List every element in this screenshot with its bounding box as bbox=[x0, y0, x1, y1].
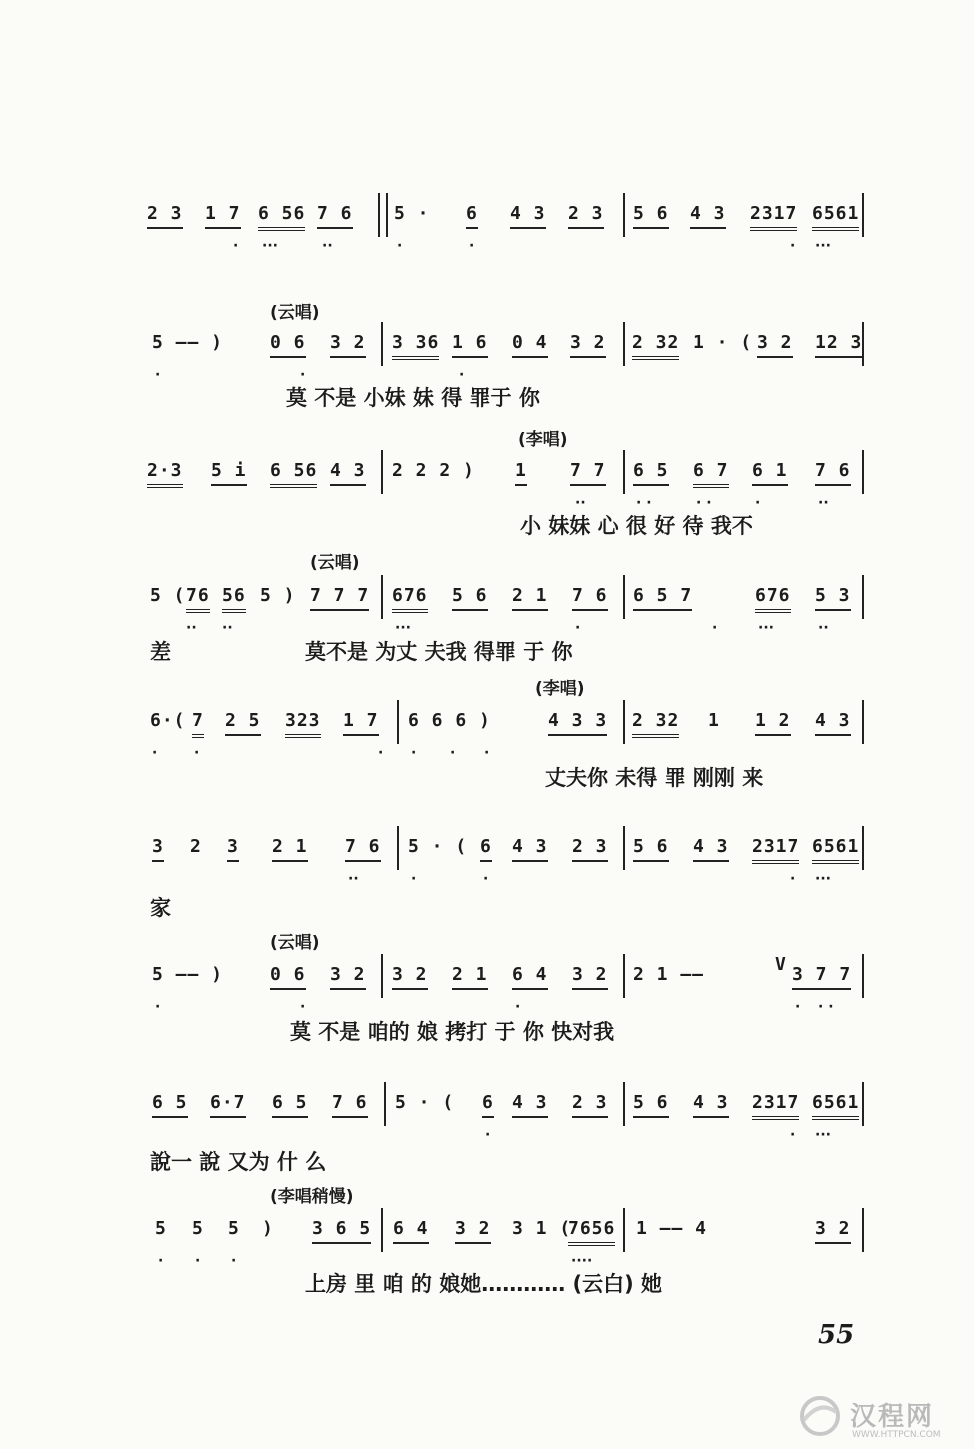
note-group: 3 7 7 bbox=[792, 964, 851, 990]
lower-octave-dot: ·· bbox=[348, 871, 359, 887]
note-group: 4 3 3 bbox=[548, 710, 607, 736]
note-group: 7 7 7 bbox=[310, 585, 369, 611]
double-barline bbox=[378, 193, 388, 237]
lower-octave-dot: ··· bbox=[758, 620, 774, 636]
note-group: 5 bbox=[155, 1218, 167, 1239]
note-group: 4 3 bbox=[693, 836, 729, 862]
note-group: 3 1 ( bbox=[512, 1218, 572, 1239]
role-marker: (云唱) bbox=[270, 303, 320, 323]
note-group: 56 bbox=[222, 585, 246, 613]
note-group: 4 3 bbox=[512, 1092, 548, 1118]
role-marker: (云唱) bbox=[310, 553, 360, 573]
lower-octave-dot: · bbox=[300, 367, 306, 383]
note-group: 6 bbox=[480, 836, 492, 862]
score-row-5 bbox=[0, 710, 974, 761]
lower-octave-dot: · bbox=[155, 367, 161, 383]
barline bbox=[623, 450, 625, 494]
barline bbox=[623, 322, 625, 366]
note-group: 6561 bbox=[812, 203, 859, 231]
note-group: 6 5 bbox=[272, 1092, 308, 1118]
role-marker: (李唱) bbox=[518, 430, 568, 450]
lyrics-line: 丈夫你 未得 罪 刚刚 来 bbox=[545, 766, 764, 790]
lyrics-line: 莫 不是 小妹 妹 得 罪于 你 bbox=[286, 386, 540, 410]
lower-octave-dot: · bbox=[155, 999, 161, 1015]
note-group: 2 2 2 ) bbox=[392, 460, 475, 481]
score-row-4 bbox=[0, 585, 974, 636]
lyrics-line-head: 家 bbox=[150, 896, 171, 920]
note-group: 1 bbox=[515, 460, 527, 486]
lower-octave-dot: ··· bbox=[395, 620, 411, 636]
note-group: 6 7 bbox=[693, 460, 729, 488]
lower-octave-dot: · bbox=[483, 871, 489, 887]
note-group: 5 · ( bbox=[408, 836, 468, 857]
note-group: 3 2 bbox=[572, 964, 608, 990]
barline bbox=[397, 826, 399, 870]
note-group: 4 3 bbox=[510, 203, 546, 229]
note-group: 5 · ( bbox=[395, 1092, 455, 1113]
note-group: 5 6 bbox=[633, 203, 669, 229]
role-marker: (李唱稍慢) bbox=[270, 1187, 354, 1207]
barline bbox=[623, 1208, 625, 1252]
barline bbox=[623, 826, 625, 870]
lower-octave-dot: · bbox=[158, 1253, 164, 1269]
note-group: 6·( bbox=[150, 710, 186, 731]
lower-octave-dot: · bbox=[459, 367, 465, 383]
breath-mark: V bbox=[775, 954, 787, 975]
lower-octave-dot: · bbox=[575, 620, 581, 636]
lower-octave-dot: · bbox=[411, 745, 417, 761]
note-group: 5 ( bbox=[150, 585, 186, 606]
barline bbox=[862, 826, 864, 870]
note-group: 7 6 bbox=[317, 203, 353, 229]
note-group: ) bbox=[262, 1218, 274, 1239]
note-group: 0 6 bbox=[270, 332, 306, 358]
lower-octave-dot: ·· bbox=[818, 495, 829, 511]
note-group: 5 6 bbox=[633, 836, 669, 862]
lower-octave-dot: ·· bbox=[818, 620, 829, 636]
note-group: 7 6 bbox=[345, 836, 381, 862]
note-group: 2 1 bbox=[272, 836, 308, 862]
barline bbox=[862, 1208, 864, 1252]
page-number: 55 bbox=[818, 1320, 855, 1350]
score-row-6 bbox=[0, 836, 974, 887]
lower-octave-dot: ··· bbox=[262, 238, 278, 254]
note-group: 6 5 bbox=[633, 460, 669, 486]
note-group: 2317 bbox=[750, 203, 797, 231]
lyrics-line-head: 說一 說 又为 什 么 bbox=[150, 1150, 327, 1174]
note-group: 4 3 bbox=[815, 710, 851, 736]
note-group: 3 6 5 bbox=[312, 1218, 371, 1244]
note-group: 676 bbox=[755, 585, 791, 613]
barline bbox=[862, 575, 864, 619]
note-group: 4 3 bbox=[690, 203, 726, 229]
note-group: 7 7 bbox=[570, 460, 606, 486]
note-group: 6 5 7 bbox=[633, 585, 692, 611]
lower-octave-dot: ·· bbox=[186, 620, 197, 636]
note-group: 3 2 bbox=[570, 332, 606, 358]
note-group: 323 bbox=[285, 710, 321, 738]
note-group: 5 bbox=[228, 1218, 240, 1239]
note-group: 5 —— ) bbox=[152, 332, 224, 353]
note-group: 3 2 bbox=[455, 1218, 491, 1244]
note-group: 2 3 bbox=[572, 836, 608, 862]
lower-octave-dot: ··· bbox=[815, 238, 831, 254]
lower-octave-dot: · bbox=[790, 1127, 796, 1143]
lyrics-line-head: 差 bbox=[150, 640, 171, 664]
watermark-text: 汉程网 bbox=[850, 1402, 935, 1432]
lower-octave-dot: · bbox=[790, 238, 796, 254]
watermark-subtext: WWW.HTTPCN.COM bbox=[852, 1430, 941, 1440]
barline bbox=[384, 1082, 386, 1126]
lower-octave-dot: · bbox=[397, 238, 403, 254]
note-group: 6 5 bbox=[152, 1092, 188, 1118]
lower-octave-dot: ·· bbox=[222, 620, 233, 636]
barline bbox=[623, 575, 625, 619]
barline bbox=[381, 450, 383, 494]
note-group: 5 ) bbox=[260, 585, 296, 606]
note-group: 76 bbox=[186, 585, 210, 613]
lower-octave-dot: ··· bbox=[815, 871, 831, 887]
barline bbox=[623, 954, 625, 998]
note-group: 12 3 bbox=[815, 332, 862, 358]
note-group: 6 4 bbox=[512, 964, 548, 990]
note-group: 6 1 bbox=[752, 460, 788, 486]
lower-octave-dot: · bbox=[712, 620, 718, 636]
note-group: 3 2 bbox=[330, 332, 366, 358]
note-group: 1 7 bbox=[205, 203, 241, 229]
lyrics-line: 莫不是 为丈 夫我 得罪 于 你 bbox=[305, 640, 573, 664]
note-group: 2317 bbox=[752, 1092, 799, 1120]
lower-octave-dot: · bbox=[795, 999, 801, 1015]
note-group: 4 3 bbox=[693, 1092, 729, 1118]
barline bbox=[623, 193, 625, 237]
note-group: 0 6 bbox=[270, 964, 306, 990]
barline bbox=[381, 954, 383, 998]
lower-octave-dot: · · bbox=[818, 999, 834, 1015]
note-group: 5 · bbox=[394, 203, 430, 224]
lower-octave-dot: · · bbox=[696, 495, 712, 511]
lyrics-line: 莫 不是 咱的 娘 拷打 于 你 快对我 bbox=[290, 1020, 615, 1044]
score-row-9 bbox=[0, 1218, 974, 1269]
score-row-2 bbox=[0, 332, 974, 383]
note-group: 3 36 bbox=[392, 332, 439, 360]
note-group: 4 3 bbox=[512, 836, 548, 862]
note-group: 6 56 bbox=[258, 203, 305, 231]
barline bbox=[862, 322, 864, 366]
note-group: 6561 bbox=[812, 836, 859, 864]
role-marker: (云唱) bbox=[270, 933, 320, 953]
score-row-8 bbox=[0, 1092, 974, 1143]
role-marker: (李唱) bbox=[535, 679, 585, 699]
score-row-3 bbox=[0, 460, 974, 511]
note-group: 1 bbox=[708, 710, 720, 731]
note-group: 4 3 bbox=[330, 460, 366, 486]
note-group: 6 56 bbox=[270, 460, 317, 488]
note-group: 2 3 bbox=[147, 203, 183, 229]
barline bbox=[862, 700, 864, 744]
lower-octave-dot: · bbox=[152, 745, 158, 761]
note-group: 1 6 bbox=[452, 332, 488, 358]
lower-octave-dot: · bbox=[300, 999, 306, 1015]
note-group: 2 3 bbox=[572, 1092, 608, 1118]
note-group: 2 bbox=[190, 836, 202, 857]
note-group: 6 bbox=[466, 203, 478, 229]
lower-octave-dot: ···· bbox=[571, 1253, 593, 1269]
note-group: 676 bbox=[392, 585, 428, 613]
note-group: 5 bbox=[192, 1218, 204, 1239]
note-group: 7 6 bbox=[572, 585, 608, 611]
barline bbox=[381, 1208, 383, 1252]
note-group: 1 —— 4 bbox=[636, 1218, 708, 1239]
note-group: 1 2 bbox=[755, 710, 791, 736]
note-group: 6561 bbox=[812, 1092, 859, 1120]
note-group: 5 6 bbox=[633, 1092, 669, 1118]
score-row-7 bbox=[0, 954, 974, 1015]
barline bbox=[397, 700, 399, 744]
lower-octave-dot: · bbox=[484, 745, 490, 761]
lower-octave-dot: · bbox=[469, 238, 475, 254]
note-group: 7 6 bbox=[815, 460, 851, 486]
note-group: 6 bbox=[482, 1092, 494, 1118]
lower-octave-dot: · bbox=[485, 1127, 491, 1143]
note-group: 5 3 bbox=[815, 585, 851, 611]
note-group: 2 32 bbox=[632, 332, 679, 360]
lower-octave-dot: ·· bbox=[575, 495, 586, 511]
note-group: 0 4 bbox=[512, 332, 548, 358]
score-row-1 bbox=[0, 203, 974, 254]
note-group: 6 4 bbox=[393, 1218, 429, 1244]
note-group: 5 6 bbox=[452, 585, 488, 611]
note-group: 1 7 bbox=[343, 710, 379, 736]
note-group: 3 2 bbox=[815, 1218, 851, 1244]
note-group: 2 3 bbox=[568, 203, 604, 229]
note-group: 5 —— ) bbox=[152, 964, 224, 985]
note-group: 2317 bbox=[752, 836, 799, 864]
barline bbox=[862, 1082, 864, 1126]
lower-octave-dot: · bbox=[790, 871, 796, 887]
note-group: 3 2 bbox=[330, 964, 366, 990]
note-group: 2 1 —— bbox=[633, 964, 705, 985]
barline bbox=[862, 450, 864, 494]
lower-octave-dot: · bbox=[515, 999, 521, 1015]
lower-octave-dot: · bbox=[231, 1253, 237, 1269]
lyrics-line: 上房 里 咱 的 娘她………… (云白) 她 bbox=[305, 1272, 663, 1296]
lower-octave-dot: · bbox=[411, 871, 417, 887]
note-group: 5 i bbox=[211, 460, 247, 486]
lower-octave-dot: ··· bbox=[815, 1127, 831, 1143]
note-group: 1 · ( bbox=[693, 332, 753, 353]
barline bbox=[862, 954, 864, 998]
note-group: 2 1 bbox=[452, 964, 488, 990]
lower-octave-dot: · bbox=[378, 745, 384, 761]
lower-octave-dot: · bbox=[450, 745, 456, 761]
barline bbox=[862, 193, 864, 237]
note-group: 2 5 bbox=[225, 710, 261, 736]
lower-octave-dot: · bbox=[194, 745, 200, 761]
note-group: 2·3 bbox=[147, 460, 183, 488]
note-group: 6 6 6 ) bbox=[408, 710, 491, 731]
barline bbox=[623, 1082, 625, 1126]
note-group: 2 32 bbox=[632, 710, 679, 738]
barline bbox=[381, 322, 383, 366]
lower-octave-dot: · · bbox=[636, 495, 652, 511]
note-group: 7 bbox=[192, 710, 204, 738]
lyrics-line: 小 妹妹 心 很 好 待 我不 bbox=[520, 514, 753, 538]
note-group: 3 2 bbox=[392, 964, 428, 990]
note-group: 3 bbox=[152, 836, 164, 862]
lower-octave-dot: · bbox=[233, 238, 239, 254]
note-group: 7 6 bbox=[332, 1092, 368, 1118]
lower-octave-dot: · bbox=[755, 495, 761, 511]
note-group: 7656 bbox=[568, 1218, 615, 1246]
barline bbox=[381, 575, 383, 619]
lower-octave-dot: ·· bbox=[322, 238, 333, 254]
note-group: 3 2 bbox=[757, 332, 793, 358]
note-group: 6·7 bbox=[210, 1092, 246, 1118]
lower-octave-dot: · bbox=[195, 1253, 201, 1269]
note-group: 3 bbox=[227, 836, 239, 862]
barline bbox=[623, 700, 625, 744]
note-group: 2 1 bbox=[512, 585, 548, 611]
